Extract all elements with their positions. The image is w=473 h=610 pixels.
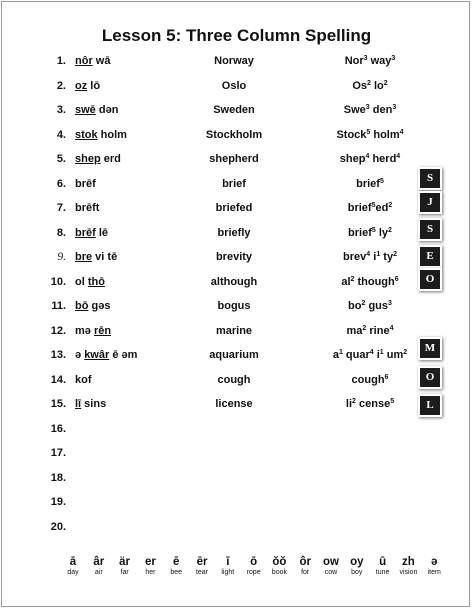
key-symbol: zh [402, 556, 415, 568]
key-word: vision [399, 569, 418, 576]
syllable-part: Os [352, 79, 368, 92]
row-number: 3. [56, 104, 66, 116]
syllable-part: way [367, 55, 392, 67]
letter-tile: S [418, 167, 442, 190]
pronunciation-cell [75, 374, 92, 386]
syllable-code: 3 [388, 300, 392, 307]
table-row [0, 124, 473, 149]
syllable: ə [75, 349, 85, 361]
syllable-part: ly [375, 226, 389, 239]
syllable-part: li [345, 398, 353, 410]
syllable-cell [330, 202, 410, 214]
syllable-code: 1 [338, 349, 343, 356]
key-word: tune [375, 569, 390, 576]
syllable-part: ma [346, 324, 363, 337]
syllable-part: ed [375, 202, 389, 214]
pronunciation-cell [75, 153, 121, 165]
syllable: lō [87, 79, 101, 92]
syllable-code: 2 [388, 226, 392, 234]
key-word: boy [351, 569, 363, 576]
table-row [0, 50, 473, 75]
syllable-cell [330, 398, 410, 410]
syllable-cell [330, 178, 410, 190]
table-row [0, 467, 473, 492]
syllable-code: 4 [396, 153, 401, 160]
syllable-code: 2 [352, 398, 356, 405]
row-number: 12. [50, 324, 66, 337]
table-row [0, 369, 473, 394]
word-cell: Sweden [213, 104, 255, 116]
key-symbol: ow [323, 556, 339, 568]
syllable-cell [330, 80, 410, 92]
table-row [0, 344, 473, 369]
letter-tile: O [418, 366, 442, 389]
row-number: 4. [56, 128, 66, 141]
row-number: 7. [56, 202, 66, 214]
syllable-part: shep [339, 153, 366, 165]
table-row [0, 442, 473, 467]
stressed-syllable: thō [87, 275, 105, 288]
syllable: ē əm [109, 349, 138, 361]
syllable-cell [330, 153, 410, 165]
word-cell: brevity [215, 251, 253, 263]
pronunciation-cell [75, 325, 111, 337]
pronunciation-cell [75, 80, 100, 92]
syllable-part: brief [348, 226, 372, 239]
row-number: 19. [50, 496, 66, 508]
word-cell: Norway [214, 55, 254, 67]
syllable: ol [75, 275, 88, 288]
word-cell: shepherd [209, 153, 259, 165]
row-number: 14. [50, 373, 66, 386]
key-symbol: ī [226, 556, 230, 568]
syllable-code: 5 [371, 226, 376, 234]
key-entry [416, 556, 452, 576]
syllable-code: 5 [379, 177, 384, 185]
syllable-cell [330, 104, 410, 116]
row-number: 9. [57, 251, 66, 263]
syllable-cell [330, 300, 410, 312]
pronunciation-cell [75, 398, 106, 410]
syllable: brēf [75, 177, 96, 190]
syllable-part: al [341, 275, 351, 288]
key-symbol: ēr [196, 556, 208, 568]
syllable-part: gus [365, 300, 389, 312]
row-number: 20. [50, 520, 66, 533]
row-number: 1. [56, 55, 66, 67]
letter-tile: O [418, 268, 442, 291]
syllable-cell [330, 325, 410, 337]
syllable-code: 3 [363, 55, 368, 62]
syllable-part: i [373, 349, 380, 361]
syllable-code: 6 [394, 275, 399, 283]
page-title: Lesson 5: Three Column Spelling [101, 26, 372, 45]
stressed-syllable: kwâr [84, 349, 110, 361]
syllable-code: 3 [391, 55, 396, 62]
syllable: erd [100, 153, 121, 165]
pronunciation-cell [75, 55, 110, 67]
row-number: 13. [50, 349, 66, 361]
syllable-part: though [354, 275, 395, 288]
syllable-part: holm [370, 128, 400, 141]
word-cell: aquarium [209, 349, 259, 361]
syllable-cell [330, 251, 410, 263]
word-cell: marine [215, 324, 253, 337]
syllable-cell [330, 374, 410, 386]
key-word: day [67, 569, 79, 576]
syllable: dən [95, 104, 119, 116]
syllable-code: 5 [390, 398, 395, 405]
word-cell: Stockholm [205, 128, 263, 141]
table-row [0, 246, 473, 271]
key-symbol: ŏŏ [272, 556, 287, 568]
syllable-part: bo [348, 300, 362, 312]
table-row [0, 418, 473, 443]
syllable-code: 3 [392, 104, 397, 111]
syllable-code: 4 [369, 349, 374, 356]
pronunciation-cell [75, 349, 137, 361]
table-row [0, 393, 473, 418]
syllable: holm [97, 128, 127, 141]
row-number: 15. [50, 398, 66, 410]
syllable: wā [92, 55, 111, 67]
word-cell: bogus [217, 300, 251, 312]
row-number: 11. [51, 300, 66, 312]
key-word: light [221, 569, 235, 576]
row-number: 5. [56, 153, 66, 165]
letter-tile: E [418, 245, 442, 268]
spelling-table [0, 50, 473, 540]
row-number: 16. [50, 422, 66, 435]
stressed-syllable: stok [75, 128, 98, 141]
letter-tile: S [418, 218, 442, 241]
syllable-part: lo [370, 79, 384, 92]
word-cell: cough [217, 373, 251, 386]
pronunciation-cell [75, 251, 117, 263]
stressed-syllable: bō [75, 300, 89, 312]
syllable-code: 2 [367, 79, 371, 87]
word-cell: although [210, 275, 258, 288]
key-word: her [145, 569, 156, 576]
letter-tile: M [418, 337, 442, 360]
syllable-part: Swe [343, 104, 366, 116]
pronunciation-cell [75, 178, 96, 190]
key-word: rope [246, 569, 261, 576]
key-symbol: ôr [299, 556, 311, 568]
syllable-code: 2 [393, 251, 397, 258]
syllable-part: brev [343, 251, 367, 263]
key-word: bee [170, 569, 183, 576]
syllable-code: 2 [362, 324, 367, 332]
table-row [0, 295, 473, 320]
syllable-code: 4 [389, 324, 394, 332]
pronunciation-cell [75, 300, 110, 312]
key-word: item [427, 569, 441, 576]
word-cell: briefed [215, 202, 253, 214]
syllable-part: cough [351, 373, 385, 386]
syllable-part: a [332, 349, 339, 361]
pronunciation-cell [75, 129, 127, 141]
syllable-cell [330, 55, 410, 67]
table-row [0, 222, 473, 247]
syllable-code: 3 [365, 104, 370, 111]
syllable-part: i [370, 251, 377, 263]
word-cell: license [215, 398, 253, 410]
syllable-code: 2 [388, 202, 393, 209]
row-number: 2. [56, 79, 66, 92]
row-number: 10. [50, 275, 66, 288]
key-symbol: âr [93, 556, 105, 568]
table-row [0, 320, 473, 345]
syllable-code: 2 [383, 79, 388, 87]
stressed-syllable: bre [75, 251, 93, 263]
syllable-part: ty [380, 251, 394, 263]
letter-tile: L [418, 394, 442, 417]
syllable-part: brief [356, 177, 380, 190]
syllable-code: 4 [366, 251, 371, 258]
table-row [0, 197, 473, 222]
syllable-part: herd [369, 153, 397, 165]
table-row [0, 75, 473, 100]
syllable-code: 1 [376, 251, 381, 258]
syllable-cell [330, 276, 410, 288]
key-symbol: ū [379, 556, 387, 568]
word-cell: briefly [217, 226, 251, 239]
table-row [0, 173, 473, 198]
syllable-code: 2 [361, 300, 366, 307]
syllable-part: Stock [336, 128, 367, 141]
syllable-code: 6 [384, 373, 389, 381]
pronunciation-cell [75, 276, 105, 288]
syllable-part: um [383, 349, 404, 361]
key-symbol: är [119, 556, 131, 568]
syllable-part: brief [347, 202, 372, 214]
row-number: 17. [50, 447, 66, 459]
pronunciation-cell [75, 104, 118, 116]
stressed-syllable: brēf [75, 226, 96, 239]
key-symbol: ā [69, 556, 77, 568]
table-row [0, 516, 473, 541]
syllable-code: 5 [371, 202, 376, 209]
syllable: vi tē [92, 251, 118, 263]
syllable-cell [330, 227, 410, 239]
syllable: lē [95, 226, 109, 239]
table-row [0, 271, 473, 296]
key-symbol: ō [250, 556, 258, 568]
syllable-code: 5 [366, 128, 371, 136]
syllable-part: quar [342, 349, 370, 361]
pronunciation-cell [75, 202, 99, 214]
table-row [0, 491, 473, 516]
stressed-syllable: nôr [75, 55, 93, 67]
key-word: cow [324, 569, 338, 576]
key-symbol: ē [172, 556, 180, 568]
key-symbol: ə [430, 556, 438, 568]
syllable-cell [330, 349, 410, 361]
row-number: 6. [56, 177, 66, 190]
stressed-syllable: oz [75, 79, 88, 92]
word-cell: Oslo [221, 79, 247, 92]
key-symbol: oy [350, 556, 364, 568]
syllable: sins [81, 398, 107, 410]
key-word: tear [195, 569, 209, 576]
syllable-code: 1 [379, 349, 384, 356]
syllable-code: 2 [350, 275, 355, 283]
stressed-syllable: lī [75, 398, 82, 410]
stressed-syllable: shep [75, 153, 101, 165]
syllable-part: den [369, 104, 393, 116]
key-word: far [120, 569, 129, 576]
syllable: mə [75, 324, 94, 337]
syllable-code: 2 [403, 349, 408, 356]
table-row [0, 99, 473, 124]
pronunciation-cell [75, 227, 108, 239]
row-number: 8. [56, 226, 66, 239]
key-word: book [271, 569, 287, 576]
syllable: kof [75, 373, 92, 386]
table-row [0, 148, 473, 173]
key-symbol: er [144, 556, 156, 568]
letter-tile: J [418, 191, 442, 214]
syllable: brēft [75, 202, 100, 214]
syllable: gəs [88, 300, 111, 312]
key-word: air [94, 569, 103, 576]
syllable-code: 4 [365, 153, 370, 160]
syllable-code: 4 [399, 128, 404, 136]
key-word: for [301, 569, 310, 576]
row-number: 18. [50, 471, 66, 484]
syllable-part: cense [355, 398, 391, 410]
syllable-part: rine [366, 324, 390, 337]
stressed-syllable: swē [75, 104, 96, 116]
syllable-cell [330, 129, 410, 141]
syllable-part: Nor [344, 55, 364, 67]
stressed-syllable: rēn [93, 324, 112, 337]
word-cell: brief [222, 177, 246, 190]
